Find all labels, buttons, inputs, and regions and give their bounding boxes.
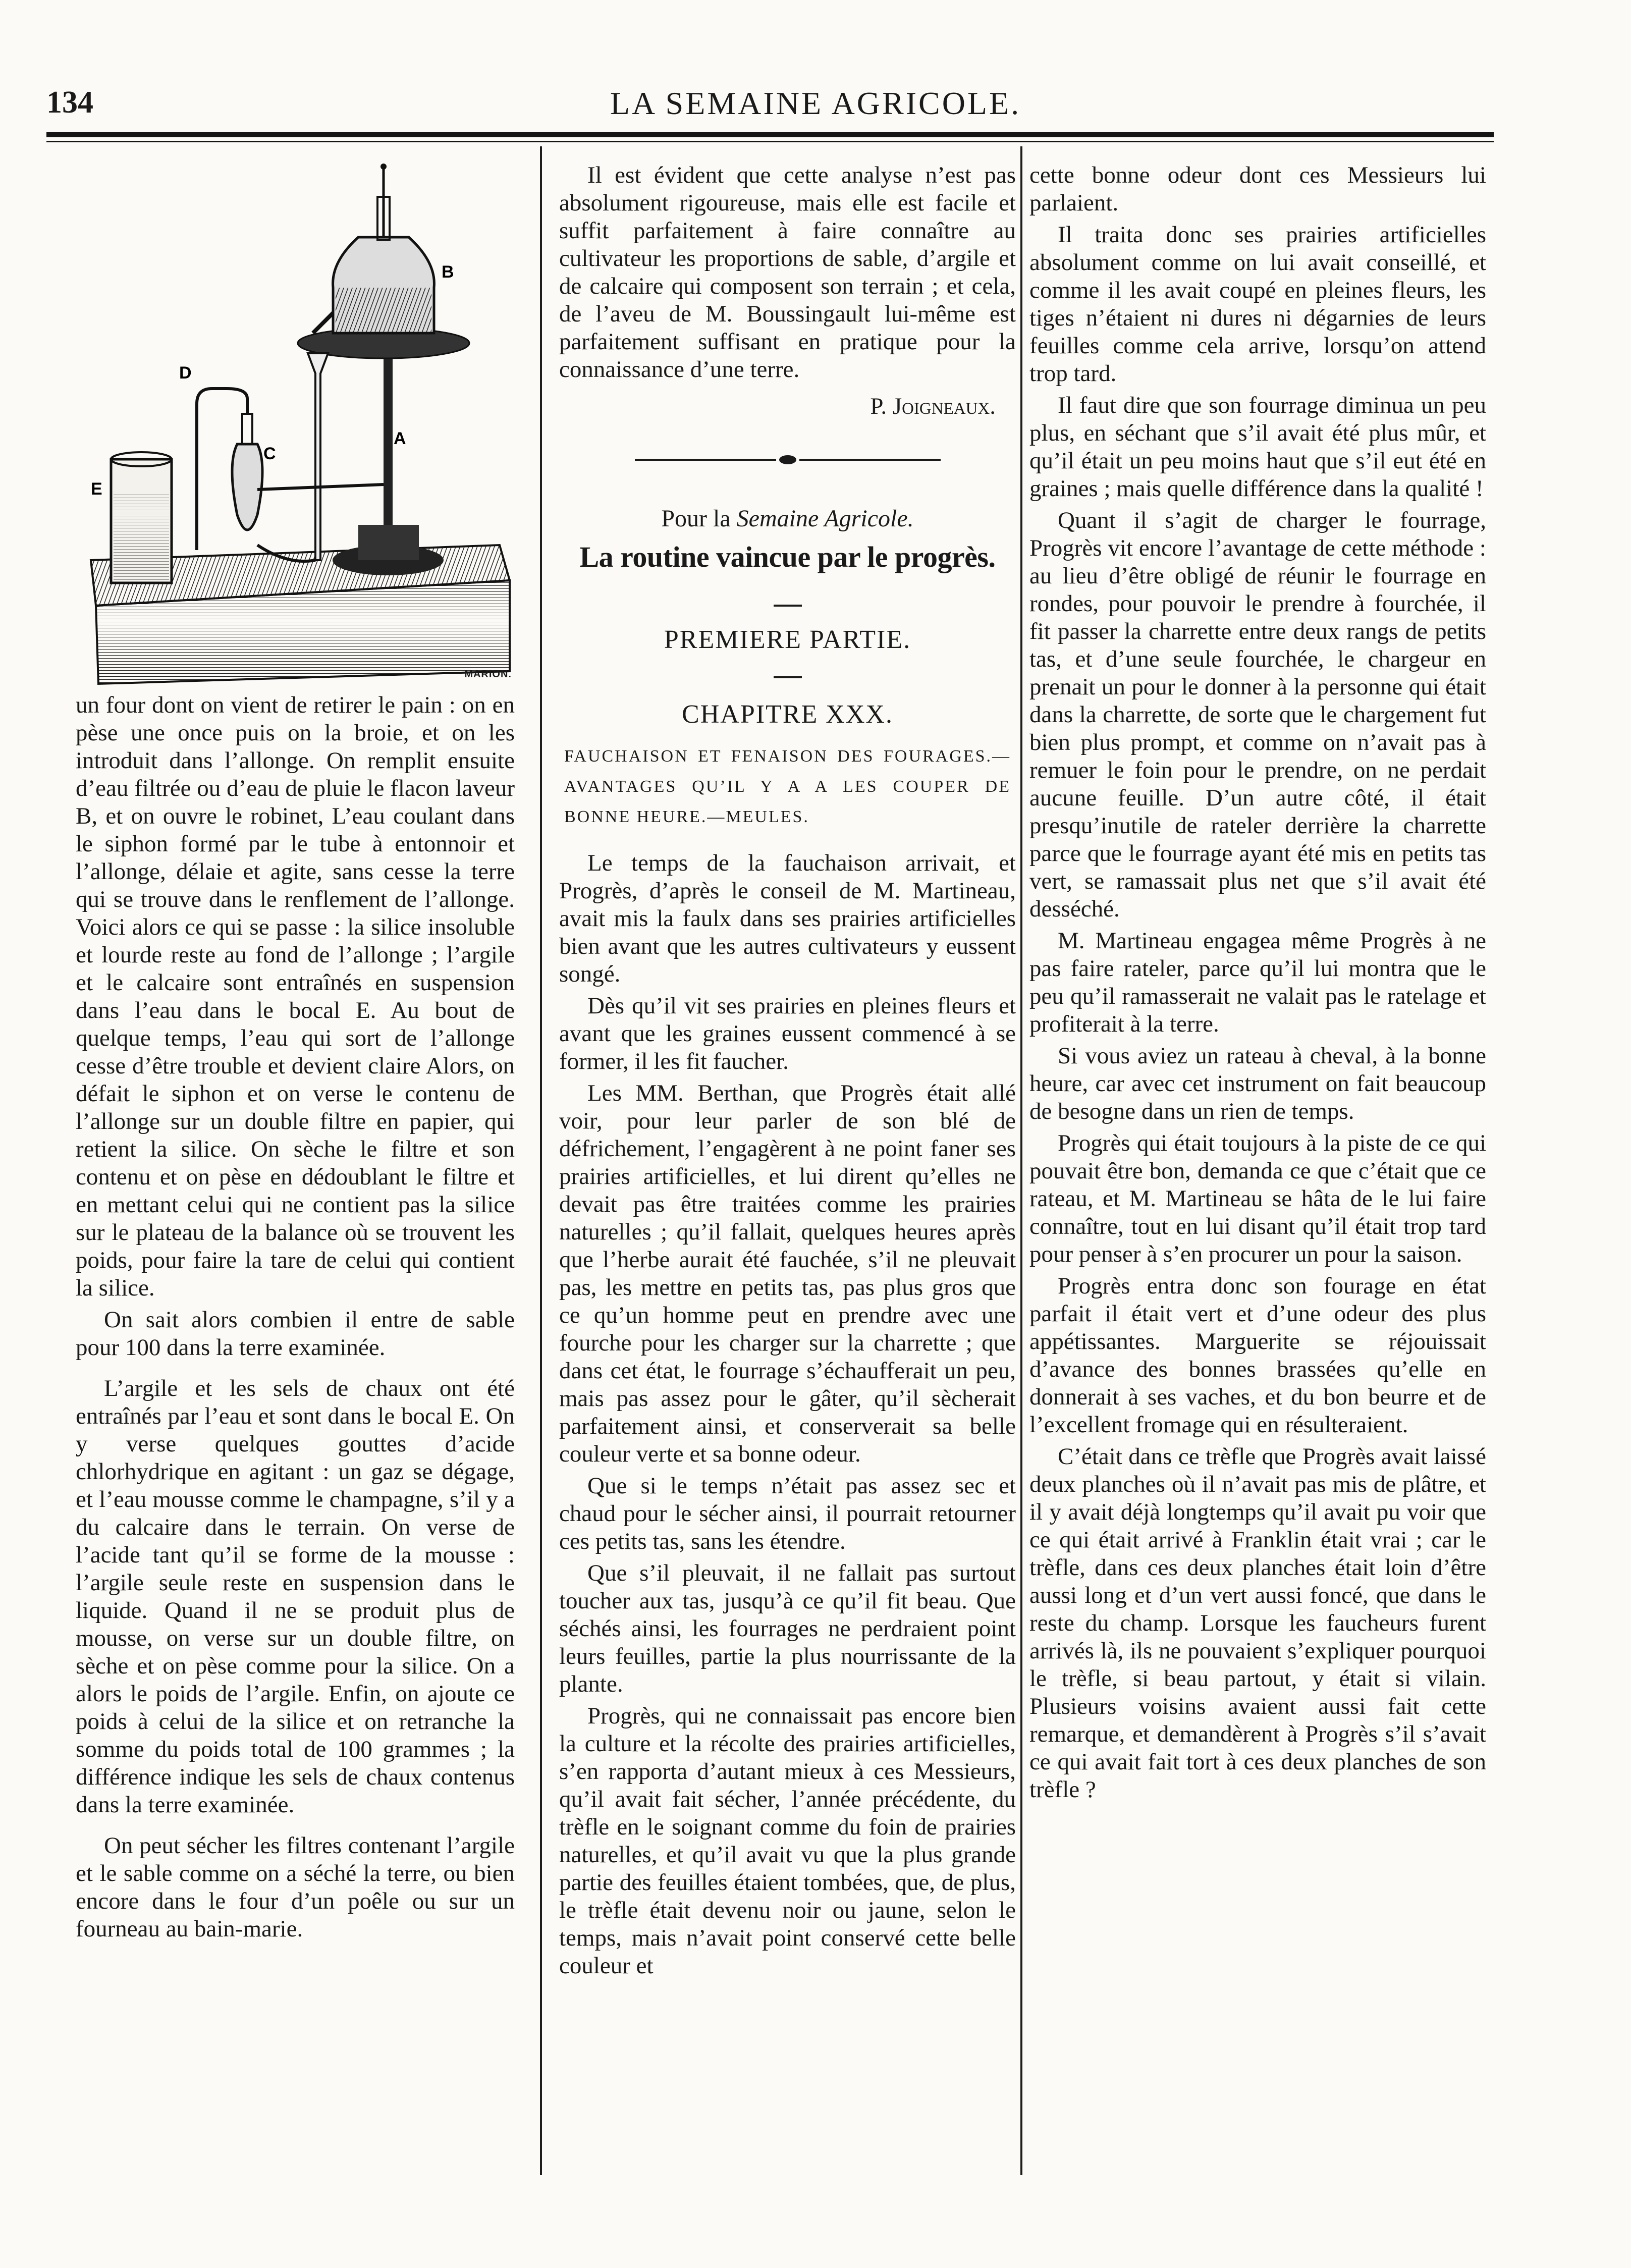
col3-paragraph: Il traita donc ses prairies artificielles absolument comme on lui avait conseillé, et comme il les avait coupé en pleines fleurs, les tiges n’étaient ni dures ni dégarnies de leurs feuilles comme cela arrive, lorsqu’on attend trop tard. bbox=[1029, 222, 1486, 387]
publication-line bbox=[559, 505, 1016, 532]
label-d: D bbox=[179, 363, 192, 383]
section-ornament bbox=[559, 444, 1016, 471]
chapter-heading: CHAPITRE XXX. bbox=[682, 700, 893, 729]
column-1 bbox=[76, 161, 515, 1947]
label-b: B bbox=[442, 262, 454, 282]
col3-paragraph: M. Martineau engagea même Progrès à ne pas faire rateler, parce qu’il lui montra que le peu qu’il ramasserait ne valait pas le ratelage et profiterait à la terre. bbox=[1029, 928, 1486, 1037]
column-2 bbox=[559, 161, 1016, 1984]
label-a: A bbox=[394, 429, 406, 448]
label-c: C bbox=[263, 444, 276, 463]
author-signature: P. Joigneaux. bbox=[870, 393, 996, 419]
column-3 bbox=[1029, 161, 1486, 1808]
col1-paragraph: On peut sécher les filtres contenant l’argile et le sable comme on a séché la terre, ou bien encore dans le four d’un poêle ou sur un fourneau au bain-marie. bbox=[76, 1832, 515, 1942]
header-rule-thick bbox=[46, 132, 1494, 137]
col1-paragraph: L’argile et les sels de chaux ont été entraînés par l’eau et sont dans le bocal E. On y verse quelques gouttes d’acide chlorhydrique en agitant : un gaz se dégage, et l’eau mousse comme le champagne, s’il y a du calcaire dans le terrain. On verse de l’acide tant qu’il se forme de la mousse : l’argile seule reste en suspension dans le liquide. Quand il ne se produit plus de mousse, on verse sur un double filtre, on sèche et on pèse comme pour la silice. On a alors le poids de l’argile. Enfin, on ajoute ce poids à celui de la silice et on retranche la somme du poids total de 100 grammes ; la différence indique les sels de chaux contenus dans la terre examinée. bbox=[76, 1375, 515, 1818]
article-title: La routine vaincue par le progrès. bbox=[579, 541, 996, 573]
ornament-rule-right bbox=[799, 459, 941, 461]
part-heading: PREMIERE PARTIE. bbox=[664, 625, 911, 654]
running-title: LA SEMAINE AGRICOLE. bbox=[610, 85, 1021, 121]
apparatus-drawing bbox=[76, 161, 515, 686]
part-dash bbox=[559, 662, 1016, 689]
col3-paragraph: Il faut dire que son fourrage diminua un peu plus, en séchant que s’il avait été plus mûr, et qu’il était un peu moins haut que s’il eut été en graines ; mais quelle différence dans la qualité ! bbox=[1029, 392, 1486, 502]
column-divider-1 bbox=[540, 146, 542, 2175]
page-number: 134 bbox=[46, 85, 93, 120]
col2-paragraph: Progrès, qui ne connaissait pas encore bien la culture et la récolte des prairies artificielles, s’en rapporta d’autant mieux à ces Messieurs, qu’il avait fait sécher, l’année précédente, du trèfle en le soignant comme du foin de prairies naturelles, et qu’il avait vu que la plus grande partie des feuilles étaient tombées, que, de plus, le trèfle était devenu noir ou jaune, selon le temps, mais n’avait point conservé cette belle couleur et bbox=[559, 1703, 1016, 1979]
col1-paragraph: un four dont on vient de retirer le pain : on en pèse une once puis on la broie, et on les introduit dans l’allonge. On remplit ensuite d’eau filtrée ou d’eau de pluie le flacon laveur B, et on ouvre le robinet, L’eau coulant dans le siphon formé par le tube à entonnoir et l’allonge, délaie et agite, sans cesse la terre qui se trouve dans le renflement de l’allonge. Voici alors ce qui se passe : la silice insoluble et lourde reste au fond de l’allonge ; l’argile et le calcaire sont entraînés en suspension dans l’eau dans le bocal E. Au bout de quelque temps, l’eau qui sort de l’allonge cesse d’être trouble et devient claire Alors, on défait le siphon et on verse le contenu de l’allonge sur un double filtre en papier, qui retient la silice. On sèche le filtre et son contenu et on pèse en dédoublant le filtre et en mettant celui qui ne contient pas la silice sur le plateau de la balance où se trouvent les poids, pour faire la tare de celui qui contient la silice. bbox=[76, 692, 515, 1301]
col1-paragraph: On sait alors combien il entre de sable pour 100 dans la terre examinée. bbox=[76, 1307, 515, 1361]
title-dash bbox=[559, 590, 1016, 618]
col2-paragraph: Que s’il pleuvait, il ne fallait pas surtout toucher aux tas, jusqu’à ce qu’il fit beau. Que séchés ainsi, les fourrages ne perdraient point leurs feuilles, partie la plus nourrissante de la plante. bbox=[559, 1560, 1016, 1697]
publication-line-prefix: Pour la bbox=[661, 505, 737, 532]
col2-paragraph: Les MM. Berthan, que Progrès était allé voir, pour leur parler de son blé de défrichement, l’engagèrent à ne point faner ses prairies artificielles, et lui dirent qu’elles ne devait pas être traitées comme les prairies naturelles ; qu’il fallait, quelques heures après que l’herbe aurait été fauchée, s’il ne pleuvait pas, les mettre en petits tas, pas plus gros que ce qu’un homme peut en prendre avec une fourche pour les charger sur la charrette ; que dans cet état, le fourrage s’échaufferait un peu, mais pas assez pour le gâter, qu’il sècherait parfaitement ainsi, et conserverait sa belle couleur verte et sa bonne odeur. bbox=[559, 1080, 1016, 1467]
label-e: E bbox=[91, 479, 102, 499]
col2-paragraph: Le temps de la fauchaison arrivait, et Progrès, d’après le conseil de M. Martineau, avait mis la faulx dans ses prairies artificielles bien avant que les autres cultivateurs y eussent songé. bbox=[559, 850, 1016, 987]
col2-paragraph: Que si le temps n’était pas assez sec et chaud pour le sécher ainsi, il pourrait retourner ces petits tas, sans les étendre. bbox=[559, 1473, 1016, 1554]
engraver-credit: MARION. bbox=[464, 669, 512, 680]
col2-paragraph: Dès qu’il vit ses prairies en pleines fleurs et avant que les graines eussent commencé à se former, il les fit faucher. bbox=[559, 993, 1016, 1074]
col3-paragraph: C’était dans ce trèfle que Progrès avait laissé deux planches où il n’avait pas mis de plâtre, et il y avait déjà longtemps qu’il avait pu voir que ce qui était arrivé à Franklin était vrai ; car le trèfle, dans ces deux planches était loin d’être aussi long et d’un vert aussi foncé, que dans le reste du champ. Lorsque les faucheurs furent arrivés là, ils ne pouvaient s’expliquer pourquoi le trèfle, si beau partout, y était si vilain. Plusieurs voisins avaient aussi fait cette remarque, et demandèrent à Progrès s’il s’avait ce qui avait fait tort à ces deux planches de son trèfle ? bbox=[1029, 1443, 1486, 1803]
publication-name: Semaine Agricole. bbox=[736, 505, 914, 532]
ornament-center bbox=[779, 455, 796, 464]
ornament-rule-left bbox=[635, 459, 776, 461]
col3-paragraph: Progrès entra donc son fourage en état parfait il était vert et d’une odeur des plus appétissantes. Marguerite se réjouissait d’avance des bonnes brassées qu’elle en donnerait à ses vaches, et du bon beurre et de l’excellent fromage qui en résulteraient. bbox=[1029, 1273, 1486, 1438]
col3-paragraph: cette bonne odeur dont ces Messieurs lui parlaient. bbox=[1029, 162, 1486, 216]
apparatus-illustration bbox=[76, 161, 515, 691]
column-divider-2 bbox=[1020, 146, 1022, 2175]
col3-paragraph: Si vous aviez un rateau à cheval, à la bonne heure, car avec cet instrument on fait beaucoup de besogne dans un rien de temps. bbox=[1029, 1043, 1486, 1124]
col2-intro-paragraph: Il est évident que cette analyse n’est pas absolument rigoureuse, mais elle est facile et suffit parfaitement à faire connaître au cultivateur les proportions de sable, d’argile et de calcaire qui composent son terrain ; et cela, de l’aveu de M. Boussingault lui-même est parfaitement suffisant en pratique pour la connaissance d’une terre. bbox=[559, 162, 1016, 383]
col3-paragraph: Progrès qui était toujours à la piste de ce qui pouvait être bon, demanda ce que c’était que ce rateau, et M. Martineau se hâta de le lui faire connaître, tout en lui disant qu’il était trop tard pour penser à s’en procurer un pour la saison. bbox=[1029, 1130, 1486, 1267]
col3-paragraph: Quant il s’agit de charger le fourrage, Progrès vit encore l’avantage de cette méthode : au lieu d’être obligé de réunir le fourrage en rondes, pour pouvoir le prendre à fourchée, il fit passer la charrette entre deux rangs de petits tas, et d’une seule fourchée, le chargeur en prenait un pour le donner à la personne qui était dans la charrette, de sorte que le chargement fut bien plus prompt, et comme on n’avait pas à remuer le foin pour le prendre, on ne perdait aucune feuille. D’un autre côté, il était presqu’inutile de rateler derrière la charrette parce que le fourrage ayant été mis en petits tas vert, se ramassait plus net que s’il avait été desséché. bbox=[1029, 507, 1486, 922]
chapter-summary: FAUCHAISON ET FENAISON DES FOURAGES.—AVANTAGES QU’IL Y A A LES COUPER DE BONNE HEURE.—MEULES. bbox=[564, 747, 1011, 826]
header-rule-thin bbox=[46, 141, 1494, 142]
